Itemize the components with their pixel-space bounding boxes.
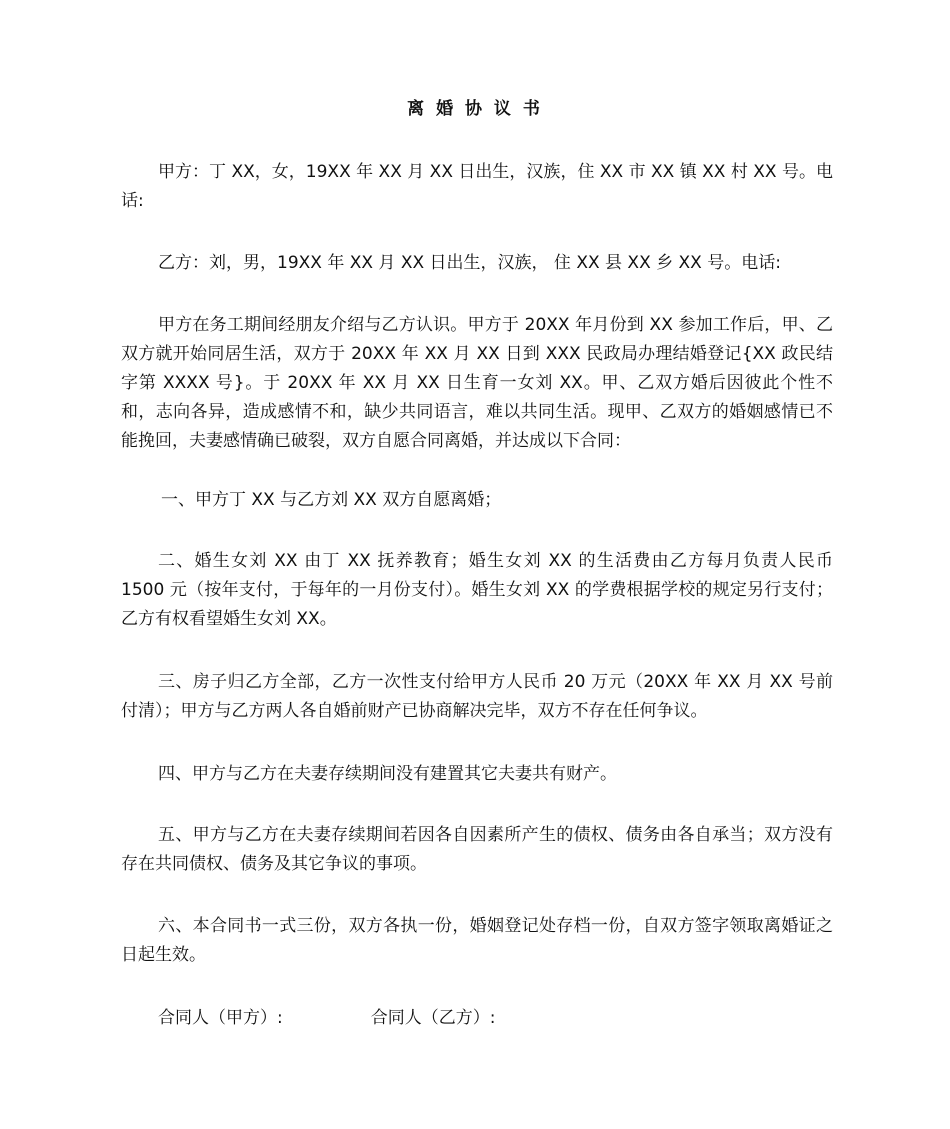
clause-5-paragraph: 五、甲方与乙方在夫妻存续期间若因各自因素所产生的债权、债务由各自承当；双方没有存在共同债权、债务及其它争议的事项。 — [121, 825, 833, 874]
clause-3-paragraph: 三、房子归乙方全部，乙方一次性支付给甲方人民币 20 万元（20XX 年 XX 月 XX 号前付清）；甲方与乙方两人各自婚前财产已协商解决完毕，双方不存在任何争议。 — [121, 672, 833, 721]
signature-row — [158, 1004, 495, 1033]
clause-1-paragraph: 一、甲方丁 XX 与乙方刘 XX 双方自愿离婚； — [161, 490, 502, 510]
party-b-paragraph: 乙方：刘，男，19XX 年 XX 月 XX 日出生，汉族， 住 XX 县 XX 乡 XX 号。电话: — [158, 253, 781, 273]
clause-2-paragraph: 二、婚生女刘 XX 由丁 XX 抚养教育；婚生女刘 XX 的生活费由乙方每月负责人民币 1500 元（按年支付，于每年的一月份支付）。婚生女刘 XX 的学费根据学校的规定另行支付；乙方有权看望婚生女刘 XX。 — [121, 551, 833, 629]
signature-party-b: 合同人（乙方）: — [370, 1008, 496, 1028]
signature-party-a: 合同人（甲方）: — [158, 1008, 283, 1028]
party-a-paragraph: 甲方：丁 XX，女，19XX 年 XX 月 XX 日出生，汉族，住 XX 市 XX 镇 XX 村 XX 号。电话: — [121, 162, 833, 211]
clause-6-paragraph: 六、本合同书一式三份，双方各执一份，婚姻登记处存档一份，自双方签字领取离婚证之日起生效。 — [121, 916, 833, 965]
background-paragraph: 甲方在务工期间经朋友介绍与乙方认识。甲方于 20XX 年月份到 XX 参加工作后，甲、乙双方就开始同居生活，双方于 20XX 年 XX 月 XX 日到 XXX 民政局办理结婚登记{XX 政民结字第 XXXX 号}。于 20XX 年 XX 月 XX 日生育一女刘 XX。甲、乙双方婚后因彼此个性不和，志向各异，造成感情不和，缺少共同语言，难以共同生活。现甲、乙双方的婚姻感情已不能挽回，夫妻感情确已破裂，双方自愿合同离婚，并达成以下合同： — [121, 315, 833, 451]
document-title: 离 婚 协 议 书 — [407, 99, 543, 119]
clause-4-paragraph: 四、甲方与乙方在夫妻存续期间没有建置其它夫妻共有财产。 — [158, 764, 617, 784]
